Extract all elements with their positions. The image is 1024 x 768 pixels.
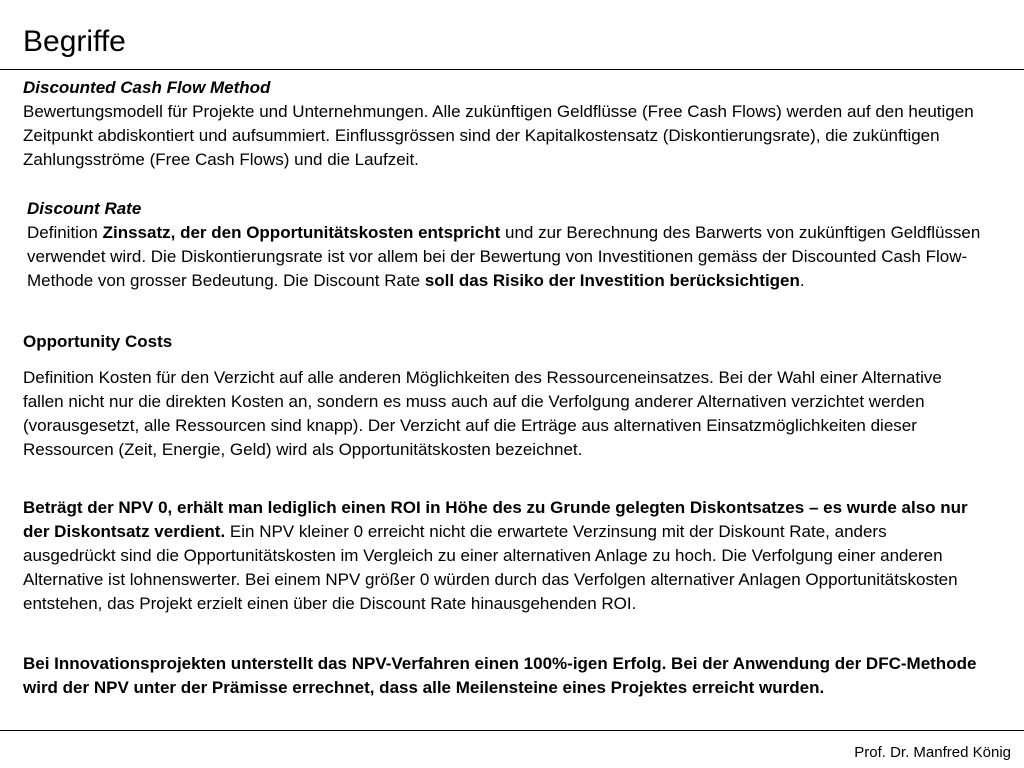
discount-rate-bold-1: Zinssatz, der den Opportunitätskosten entspricht (102, 223, 501, 242)
discount-rate-bold-2: soll das Risiko der Investition berücksichtigen (424, 271, 800, 290)
npv-text: Ein NPV kleiner 0 erreicht nicht die erwartete Verzinsung mit der Diskount Rate, anders ausgedrückt sind die Opportunitätskosten im Vergleich zu einer alternativen Anlage zu hoch. Die Verfolgung einer anderen Alternative ist lohnenswerter. Bei einem NPV größer 0 würden durch das Verfolgen alternativer Anlagen Opportunitätskosten entstehen, das Projekt erzielt einen über die Discount Rate hinausgehenden ROI. (23, 522, 958, 613)
discount-rate-text-2: und zur Berechnung des Barwerts von zukünftigen Geldflüssen verwendet wird. Die Diskontierungsrate ist vor allem bei der Bewertung von Investitionen gemäss der Discounted Cash Flow-Methode von grosser Bedeutung. Die Discount Rate (27, 223, 981, 290)
innovation-bold: Bei Innovationsprojekten unterstellt das NPV-Verfahren einen 100%-igen Erfolg. Bei der Anwendung der DFC-Methode wird der NPV unter der Prämisse errechnet, dass alle Meilensteine eines Projektes erreicht wurden. (23, 654, 977, 697)
discount-rate-section (27, 197, 1003, 293)
discount-rate-text-3: . (799, 271, 805, 290)
dcf-text: Bewertungsmodell für Projekte und Unternehmungen. Alle zukünftigen Geldflüsse (Free Cash Flows) werden auf den heutigen Zeitpunkt abdiskontiert und aufsummiert. Einflussgrössen sind der Kapitalkostensatz (Diskontierungsrate), die zukünftigen Zahlungsströme (Free Cash Flows) und die Laufzeit. (23, 102, 974, 169)
title-divider (0, 69, 1024, 70)
npv-bold: Beträgt der NPV 0, erhält man lediglich einen ROI in Höhe des zu Grunde gelegten Diskontsatzes – es wurde also nur der Diskontsatz verdient. (23, 498, 968, 541)
npv-section (23, 496, 983, 616)
opportunity-heading: Opportunity Costs (23, 332, 173, 351)
footer-author: Prof. Dr. Manfred König (854, 744, 1011, 761)
footer-divider (0, 730, 1024, 731)
discount-rate-text (27, 221, 1003, 293)
dcf-section (23, 76, 998, 172)
npv-paragraph (23, 496, 983, 616)
dcf-heading: Discounted Cash Flow Method (23, 78, 271, 97)
opportunity-text: Definition Kosten für den Verzicht auf alle anderen Möglichkeiten des Ressourceneinsatzes. Bei der Wahl einer Alternative fallen nicht nur die direkten Kosten an, sondern es muss auch auf die Verfolgung anderer Alternativen verzichtet werden (vorausgesetzt, alle Ressourcen sind knapp). Der Verzicht auf die Erträge aus alternativen Einsatzmöglichkeiten dieser Ressourcen (Zeit, Energie, Geld) wird als Opportunitätskosten bezeichnet. (23, 368, 942, 459)
discount-rate-heading: Discount Rate (27, 199, 142, 218)
innovation-paragraph (23, 652, 983, 700)
opportunity-section (23, 330, 983, 462)
page-title: Begriffe (23, 25, 126, 58)
innovation-section (23, 652, 983, 700)
discount-rate-text-1: Definition (27, 223, 103, 242)
